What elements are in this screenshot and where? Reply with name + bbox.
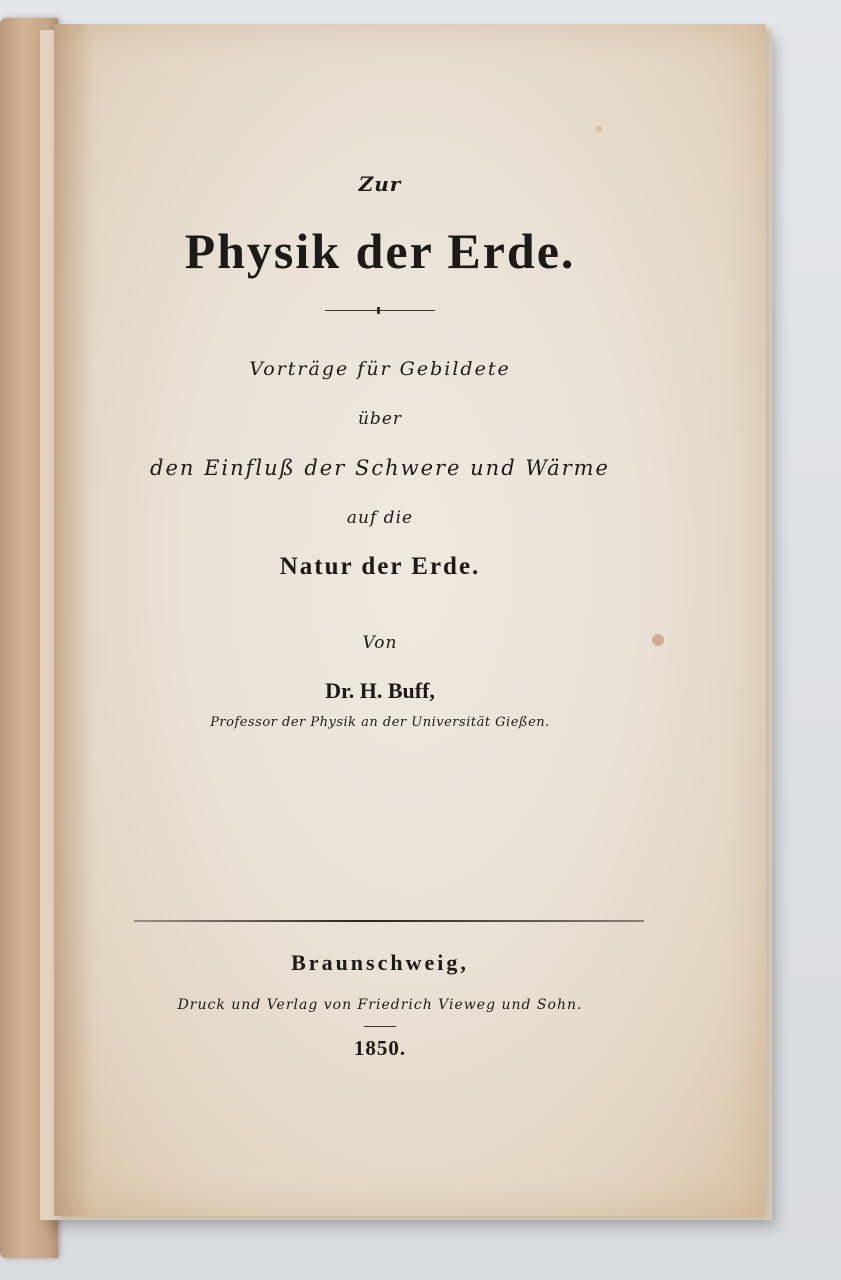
- subtitle-line-1: Vorträge für Gebildete: [249, 358, 511, 380]
- by-label: Von: [362, 633, 398, 653]
- title-prefix: Zur: [358, 172, 402, 196]
- subtitle-line-4: auf die: [346, 508, 414, 528]
- foxing-spot: [652, 634, 664, 646]
- foxing-spot: [596, 126, 602, 132]
- publisher-line: Druck und Verlag von Friedrich Vieweg und Sohn.: [177, 997, 583, 1013]
- author-name: Dr. H. Buff,: [325, 678, 435, 703]
- ornament-rule-dot: [377, 307, 380, 314]
- subtitle-line-2: über: [357, 409, 403, 429]
- ornament-rule: [325, 310, 435, 311]
- divider-rule: [134, 920, 644, 922]
- subtitle-line-3: den Einfluß der Schwere und Wärme: [150, 456, 610, 480]
- page-gutter-shadow: [54, 24, 94, 1216]
- small-rule: [364, 1026, 396, 1027]
- author-title: Professor der Physik an der Universität Gießen.: [210, 715, 550, 730]
- book-title: Physik der Erde.: [184, 223, 576, 279]
- publication-place: Braunschweig,: [291, 950, 469, 975]
- subtitle-line-5: Natur der Erde.: [279, 553, 481, 580]
- publication-year: 1850.: [353, 1036, 407, 1060]
